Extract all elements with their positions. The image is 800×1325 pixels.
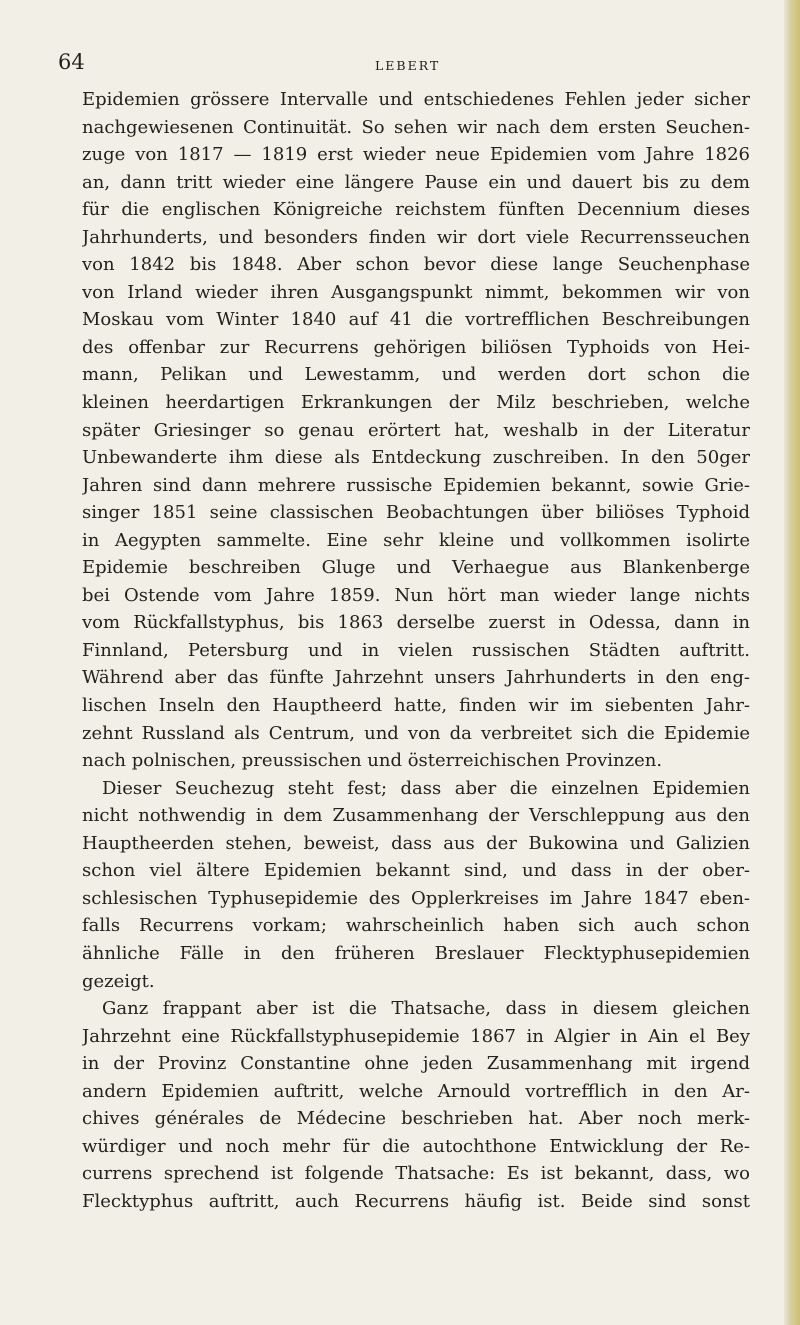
text-line: in der Provinz Constantine ohne jeden Zusammenhang mit irgend <box>82 1053 750 1075</box>
text-line: würdiger und noch mehr für die autochthone Entwicklung der Re- <box>82 1135 750 1157</box>
text-line: Unbewanderte ihm diese als Entdeckung zuschreiben. In den 50ger <box>82 447 750 469</box>
text-line: von Irland wieder ihren Ausgangspunkt nimmt, bekommen wir von <box>82 281 750 303</box>
text-line: Dieser Seuchezug steht fest; dass aber die einzelnen Epidemien <box>102 777 750 799</box>
text-line: Hauptheerden stehen, beweist, dass aus der Bukowina und Galizien <box>82 832 750 854</box>
text-line: nicht nothwendig in dem Zusammenhang der Verschleppung aus den <box>82 805 750 827</box>
text-line: Epidemie beschreiben Gluge und Verhaegue aus Blankenberge <box>82 557 750 579</box>
text-line: ähnliche Fälle in den früheren Breslauer Flecktyphusepidemien <box>82 942 750 964</box>
text-line: Während aber das fünfte Jahrzehnt unsers Jahrhunderts in den eng- <box>82 667 750 689</box>
text-line: an, dann tritt wieder eine längere Pause ein und dauert bis zu dem <box>82 171 750 193</box>
page-number: 64 <box>58 50 85 74</box>
text-line: falls Recurrens vorkam; wahrscheinlich haben sich auch schon <box>82 915 750 937</box>
text-line: zuge von 1817 — 1819 erst wieder neue Epidemien vom Jahre 1826 <box>82 144 750 166</box>
text-line: schlesischen Typhusepidemie des Opplerkreises im Jahre 1847 eben- <box>82 887 750 909</box>
text-line: später Griesinger so genau erörtert hat, weshalb in der Literatur <box>82 419 750 441</box>
text-line: singer 1851 seine classischen Beobachtungen über biliöses Typhoid <box>82 502 750 524</box>
text-line: Moskau vom Winter 1840 auf 41 die vortrefflichen Beschreibungen <box>82 309 750 331</box>
text-line: Epidemien grössere Intervalle und entschiedenes Fehlen jeder sicher <box>82 89 750 110</box>
text-line: Jahren sind dann mehrere russische Epidemien bekannt, sowie Grie- <box>82 474 750 496</box>
text-line: zehnt Russland als Centrum, und von da verbreitet sich die Epidemie <box>82 722 750 744</box>
text-line: currens sprechend ist folgende Thatsache: Es ist bekannt, dass, wo <box>82 1163 750 1185</box>
text-line: gezeigt. <box>82 970 155 992</box>
text-line: in Aegypten sammelte. Eine sehr kleine und vollkommen isolirte <box>82 529 750 551</box>
text-line: kleinen heerdartigen Erkrankungen der Milz beschrieben, welche <box>82 392 750 414</box>
text-line: lischen Inseln den Hauptheerd hatte, finden wir im siebenten Jahr- <box>82 695 750 717</box>
text-line: Ganz frappant aber ist die Thatsache, dass in diesem gleichen <box>102 998 750 1020</box>
text-line: bei Ostende vom Jahre 1859. Nun hört man wieder lange nichts <box>82 584 750 606</box>
text-line: schon viel ältere Epidemien bekannt sind, und dass in der ober- <box>82 860 750 882</box>
text-line: von 1842 bis 1848. Aber schon bevor diese lange Seuchenphase <box>82 254 750 276</box>
page-edge-shadow <box>784 0 800 1325</box>
body-text <box>82 86 750 1215</box>
text-line: des offenbar zur Recurrens gehörigen biliösen Typhoids von Hei- <box>82 336 750 358</box>
text-line: chives générales de Médecine beschrieben hat. Aber noch merk- <box>82 1108 750 1130</box>
text-line: nach polnischen, preussischen und österreichischen Provinzen. <box>82 750 663 772</box>
text-line: nachgewiesenen Continuität. So sehen wir nach dem ersten Seuchen- <box>82 116 750 138</box>
text-line: mann, Pelikan und Lewestamm, und werden dort schon die <box>82 364 750 386</box>
text-line: andern Epidemien auftritt, welche Arnould vortrefflich in den Ar- <box>82 1080 750 1102</box>
text-line: Flecktyphus auftritt, auch Recurrens häufig ist. Beide sind sonst <box>82 1190 750 1212</box>
text-line: Jahrhunderts, und besonders finden wir dort viele Recurrensseuchen <box>82 226 750 248</box>
text-line: für die englischen Königreiche reichstem fünften Decennium dieses <box>82 199 750 221</box>
text-line: vom Rückfallstyphus, bis 1863 derselbe zuerst in Odessa, dann in <box>82 612 750 634</box>
text-line: Finnland, Petersburg und in vielen russischen Städten auftritt. <box>82 639 750 661</box>
running-head: LEBERT <box>375 58 441 73</box>
text-line: Jahrzehnt eine Rückfallstyphusepidemie 1867 in Algier in Ain el Bey <box>82 1025 750 1047</box>
